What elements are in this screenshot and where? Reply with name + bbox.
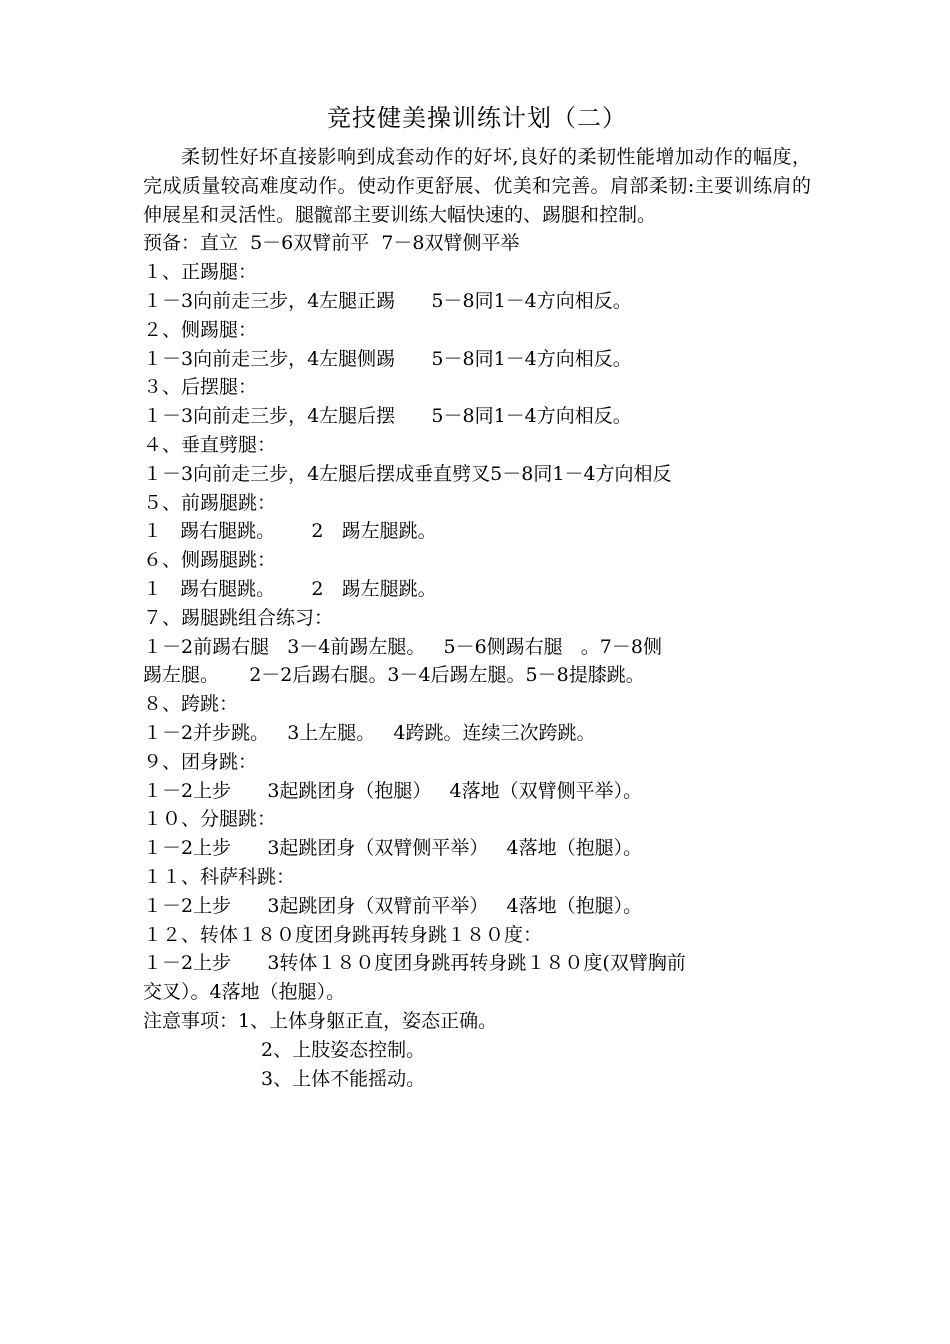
document-line: １０、分腿跳： xyxy=(143,808,277,831)
document-line: １－3向前走三步，4左腿后摆 5－8同1－4方向相反。 xyxy=(143,405,632,428)
document-line: １２、转体１８０度团身跳再转身跳１８０度： xyxy=(143,923,543,946)
document-line: 交叉）。4落地（抱腿）。 xyxy=(143,981,346,1004)
document-line: １ 踢右腿跳。 2 踢左腿跳。 xyxy=(143,577,437,600)
document-line: 踢左腿。 2－2后踢右腿。3－4后踢左腿。5－8提膝跳。 xyxy=(143,664,645,687)
document-line: ５、前踢腿跳： xyxy=(143,491,277,514)
document-line: ２、侧踢腿： xyxy=(143,318,258,341)
document-line: ８、跨跳： xyxy=(143,693,239,716)
document-line: ３、后摆腿： xyxy=(143,376,258,399)
document-line: 预备：直立 5－6双臂前平 7－8双臂侧平举 xyxy=(143,232,520,255)
document-line: １－2上步 3起跳团身（抱腿） 4落地（双臂侧平举）。 xyxy=(143,779,643,802)
document-line: １－3向前走三步，4左腿正踢 5－8同1－4方向相反。 xyxy=(143,289,632,312)
page-title: 竞技健美操训练计划（二） xyxy=(327,104,627,132)
document-line: １－2上步 3转体１８０度团身跳再转身跳１８０度(双臂胸前 xyxy=(143,952,686,975)
document-page xyxy=(143,98,811,1093)
notes-item-3: 3、上体不能摇动。 xyxy=(261,1067,426,1090)
document-line: ６、侧踢腿跳： xyxy=(143,549,277,572)
document-line: １－2并步跳。 3上左腿。 4跨跳。连续三次跨跳。 xyxy=(143,721,596,744)
notes-line-2 xyxy=(143,1036,811,1065)
exercise-list xyxy=(143,229,811,1007)
document-line: ４、垂直劈腿： xyxy=(143,433,277,456)
notes-item-2: 2、上肢姿态控制。 xyxy=(261,1038,426,1061)
document-line: １、正踢腿： xyxy=(143,261,258,284)
document-line: １１、科萨科跳： xyxy=(143,865,296,888)
document-line: ９、团身跳： xyxy=(143,750,258,773)
document-line: ７、踢腿跳组合练习： xyxy=(143,606,334,629)
document-line: １－3向前走三步，4左腿后摆成垂直劈叉5－8同1－4方向相反 xyxy=(143,462,672,485)
document-line: １ 踢右腿跳。 2 踢左腿跳。 xyxy=(143,520,437,543)
notes-line-1 xyxy=(143,1007,811,1036)
notes-item-1: 1、上体身躯正直，姿态正确。 xyxy=(238,1009,498,1032)
intro-paragraph: 柔韧性好坏直接影响到成套动作的好坏,良好的柔韧性能增加动作的幅度，完成质量较高难度动作。使动作更舒展、优美和完善。肩部柔韧:主要训练肩的伸展星和灵活性。腿髋部主要训练大幅快速的、踢腿和控制。 xyxy=(143,146,811,226)
notes-line-3 xyxy=(143,1065,811,1094)
document-line: １－2前踢右腿 3－4前踢左腿。 5－6侧踢右腿 。7－8侧 xyxy=(143,635,662,658)
document-line: １－2上步 3起跳团身（双臂侧平举） 4落地（抱腿）。 xyxy=(143,837,643,860)
notes-label: 注意事项： xyxy=(143,1009,239,1032)
document-line: １－2上步 3起跳团身（双臂前平举） 4落地（抱腿）。 xyxy=(143,894,643,917)
document-line: １－3向前走三步，4左腿侧踢 5－8同1－4方向相反。 xyxy=(143,347,632,370)
